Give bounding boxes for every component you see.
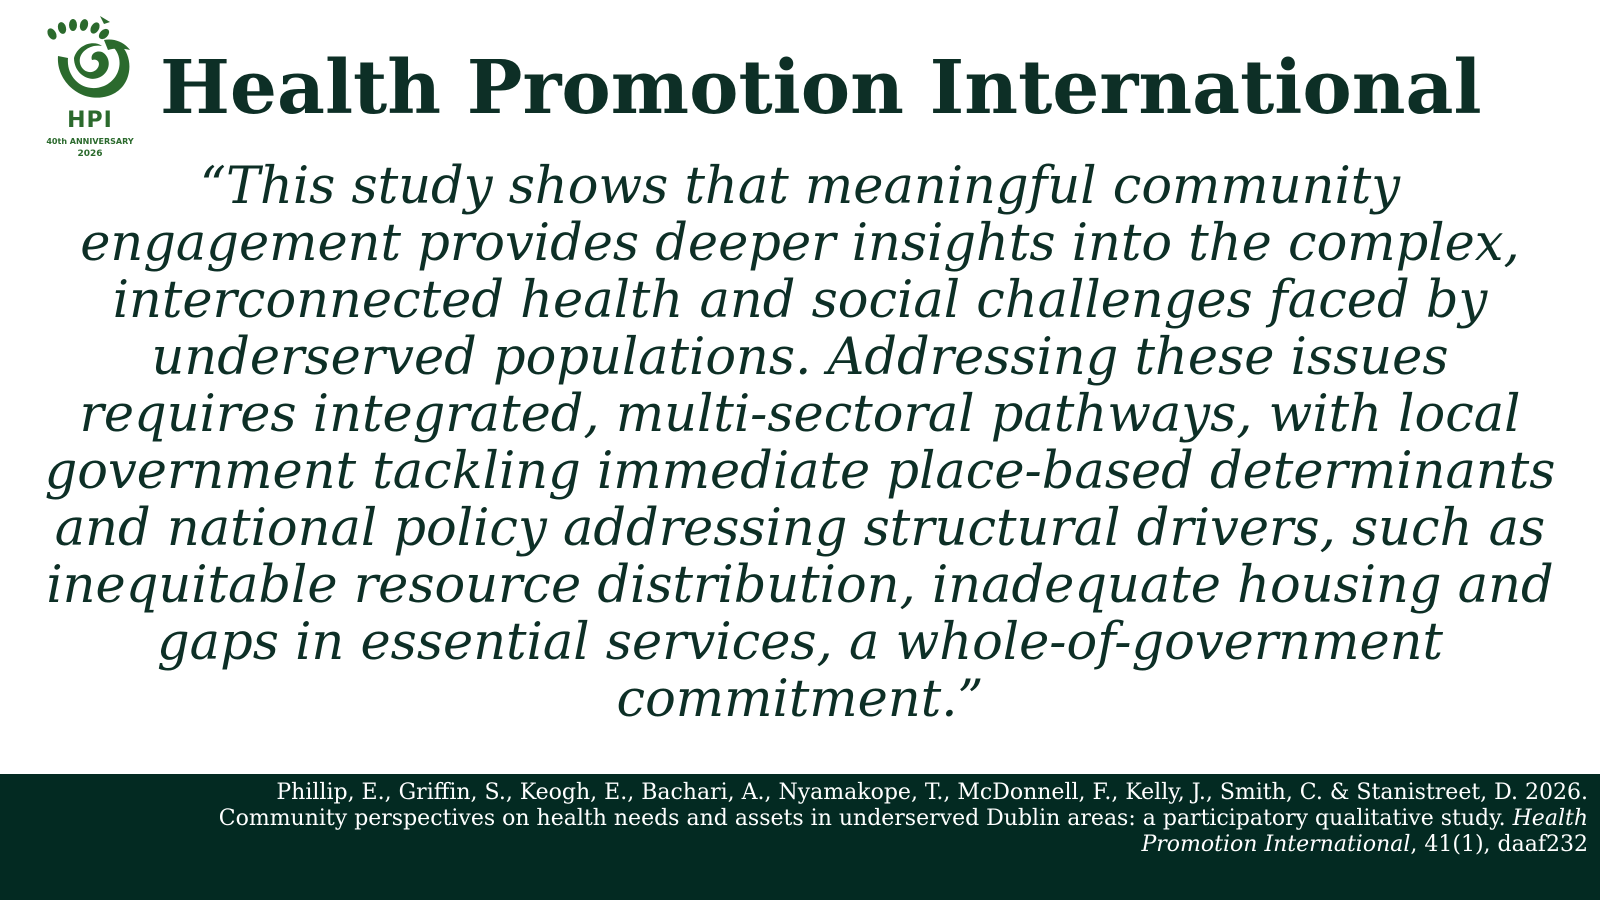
journal-title: Health Promotion International [160, 45, 1482, 131]
logo-abbreviation: HPI [67, 108, 113, 133]
hpi-swirl-icon [38, 12, 142, 112]
citation-journal: Health Promotion International [1141, 806, 1588, 857]
citation-volume: , 41(1), daaf232 [1410, 832, 1588, 857]
citation-footer [0, 774, 1600, 900]
citation-text [188, 780, 1588, 858]
quote-text: “This study shows that meaningful community engagement provides deeper insights into the complex, interconnected health and social challenges faced by underserved populations. Addressing these issues requires integrated, multi-sectoral pathways, with local government tackling immediate place-based determinants and national policy addressing structural drivers, such as inequitable resource distribution, inadequate housing and gaps in essential services, a whole-of-government commitment.” [44, 157, 1556, 729]
logo-year: 2026 [77, 149, 103, 159]
logo-anniversary-label: 40th ANNIVERSARY [46, 137, 134, 146]
citation-authors-title: Phillip, E., Griffin, S., Keogh, E., Bachari, A., Nyamakope, T., McDonnell, F., Kelly, J., Smith, C. & Stanistreet, D. 2026. Community perspectives on health needs and assets in underserved Dublin areas: a participatory qualitative study. [218, 780, 1588, 831]
hpi-logo [38, 12, 142, 159]
